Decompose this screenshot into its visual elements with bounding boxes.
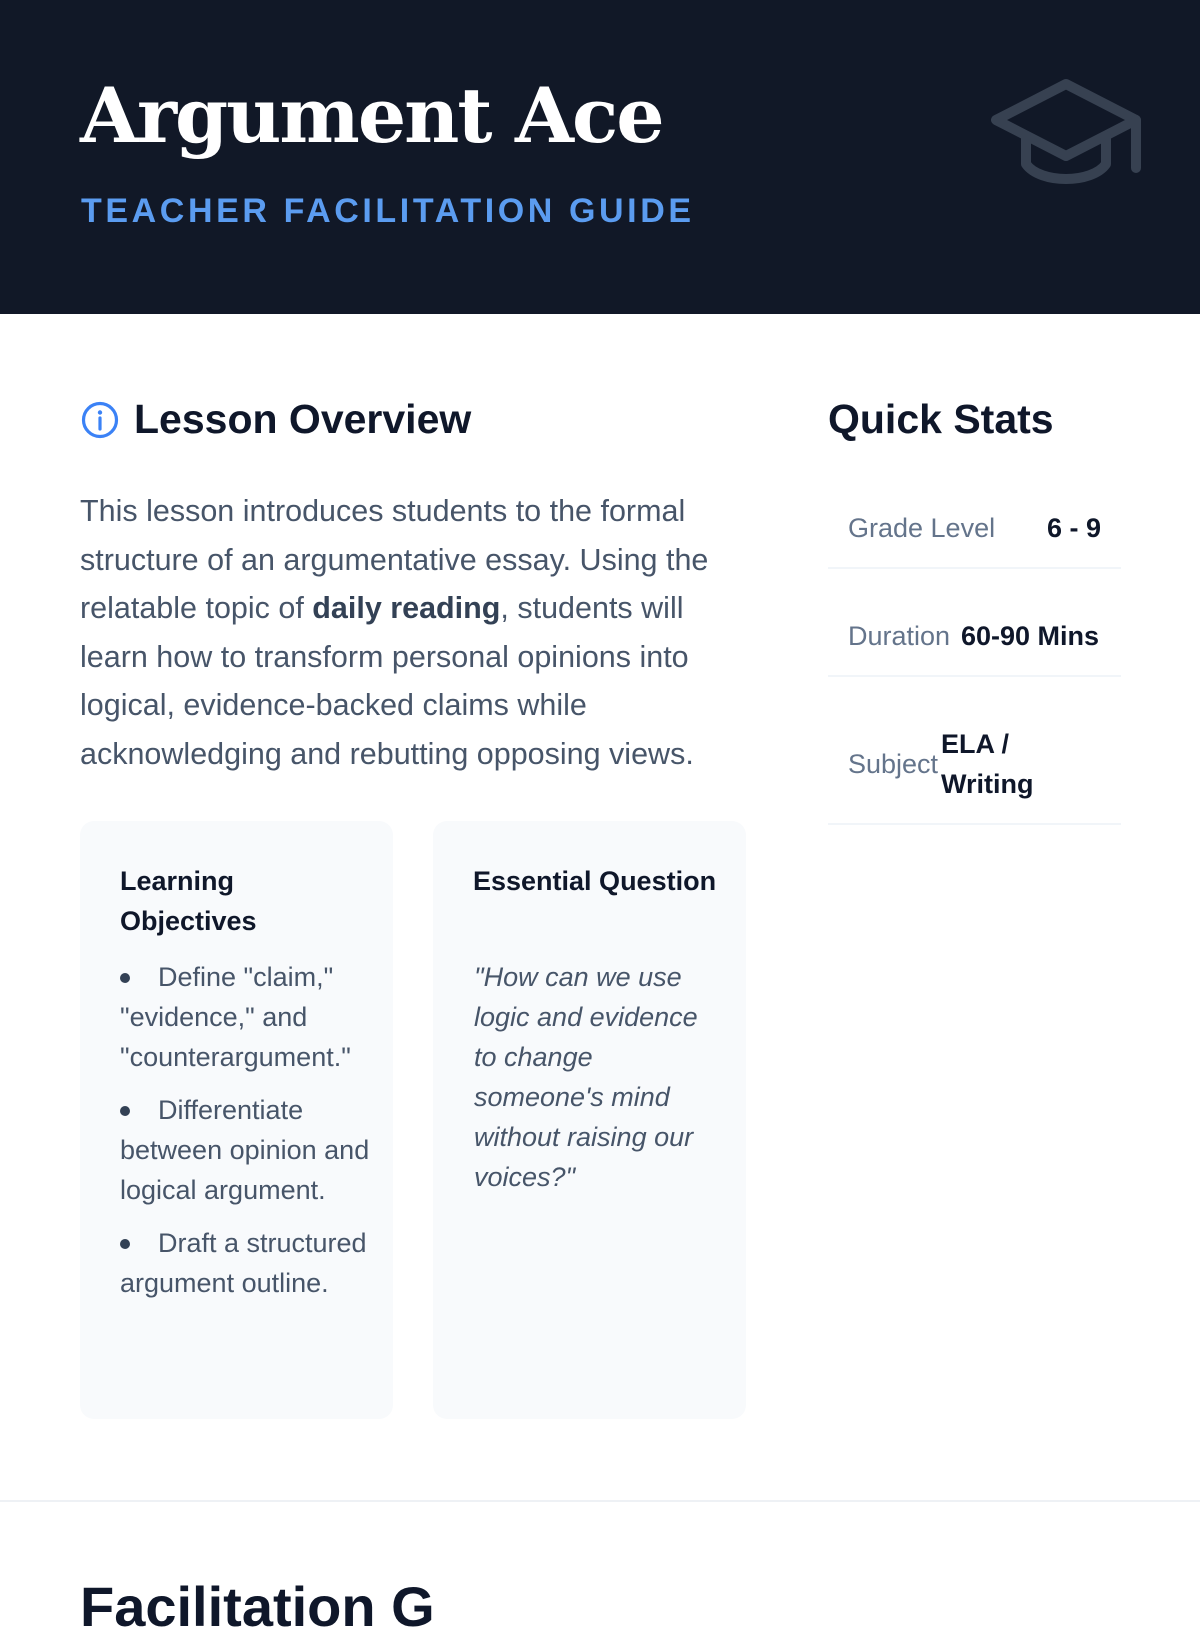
lesson-overview-text: This lesson introduces students to the formal structure of an argumentative essay. Using the relatable topic of daily reading, students will learn how to transform personal opinions into logical, evidence-backed claims while acknowledging and rebutting opposing views. [80,494,709,771]
stat-label: Subject [848,749,939,779]
highlight-daily-reading: daily reading [312,591,501,626]
essential-question-card [433,821,746,1419]
lesson-overview-heading: Lesson Overview [134,396,472,442]
learning-objectives-title: Learning Objectives [120,866,257,936]
facilitation-section-heading: Facilitation G [80,1575,435,1638]
graduation-cap-icon [990,76,1142,192]
stat-row-grade-level [828,500,1121,569]
app-subtitle: TEACHER FACILITATION GUIDE [81,192,695,230]
stat-row-duration [828,608,1121,677]
quick-stats-heading: Quick Stats [828,396,1054,442]
objectives-list [120,957,382,1316]
list-item: Define "claim," "evidence," and "counterargument." [120,957,382,1077]
list-item: Differentiate between opinion and logical argument. [120,1090,382,1210]
learning-objectives-card [80,821,393,1419]
app-title: Argument Ace [80,71,663,160]
list-item: Draft a structured argument outline. [120,1223,382,1303]
page-header [0,0,1200,314]
stat-value: 60-90 Mins [961,621,1100,651]
stat-row-subject [828,716,1121,825]
essential-question-text: "How can we use logic and evidence to change someone's mind without raising our voices?" [474,962,698,1192]
stat-value: 6 - 9 [1047,513,1102,543]
stat-value: ELA / Writing [941,729,1034,799]
section-divider [0,1500,1200,1502]
stat-label: Grade Level [848,513,996,543]
stat-label: Duration [848,621,951,651]
essential-question-title: Essential Question [473,866,717,896]
info-icon [80,400,120,440]
